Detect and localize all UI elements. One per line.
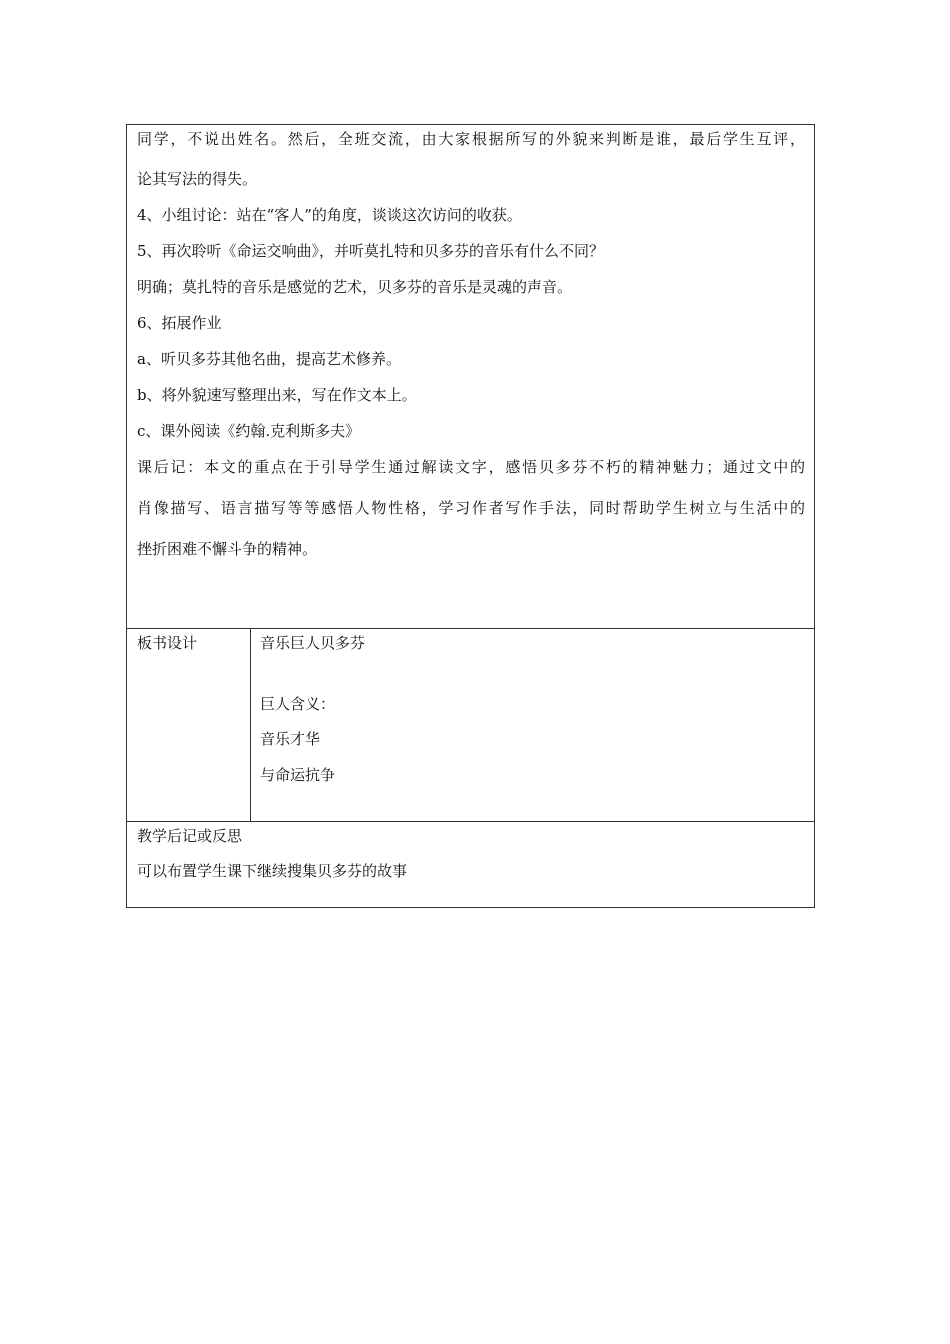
lesson-table — [126, 124, 815, 908]
lesson-content-cell — [127, 125, 814, 629]
content-line: 4、小组讨论：站在“客人”的角度，谈谈这次访问的收获。 — [137, 206, 522, 224]
content-line: 同学，不说出姓名。然后，全班交流，由大家根据所写的外貌来判断是谁，最后学生互评， — [137, 130, 805, 148]
board-design-label-cell — [127, 629, 251, 821]
content-line: c、课外阅读《约翰.克利斯多夫》 — [137, 422, 361, 440]
content-line: 肖像描写、语言描写等等感悟人物性格，学习作者写作手法，同时帮助学生树立与生活中的 — [137, 499, 805, 517]
content-line: b、将外貌速写整理出来，写在作文本上。 — [137, 386, 417, 404]
content-line: 6、拓展作业 — [137, 314, 222, 332]
board-design-content-cell — [251, 629, 814, 821]
content-line: 5、再次聆听《命运交响曲》，并听莫扎特和贝多芬的音乐有什么不同？ — [137, 242, 605, 260]
board-line: 音乐巨人贝多芬 — [260, 634, 366, 652]
board-design-row — [127, 629, 814, 822]
board-design-label: 板书设计 — [137, 634, 198, 652]
content-line: a、听贝多芬其他名曲，提高艺术修养。 — [137, 350, 401, 368]
reflection-text: 可以布置学生课下继续搜集贝多芬的故事 — [137, 862, 408, 880]
content-line: 论其写法的得失。 — [137, 170, 258, 188]
reflection-label: 教学后记或反思 — [137, 827, 243, 845]
content-line: 挫折困难不懈斗争的精神。 — [137, 540, 318, 558]
board-line: 音乐才华 — [260, 730, 321, 748]
board-line: 与命运抗争 — [260, 766, 336, 784]
reflection-row — [127, 822, 814, 907]
content-line: 课后记：本文的重点在于引导学生通过解读文字，感悟贝多芬不朽的精神魅力；通过文中的 — [137, 458, 805, 476]
content-line: 明确；莫扎特的音乐是感觉的艺术，贝多芬的音乐是灵魂的声音。 — [137, 278, 573, 296]
board-line: 巨人含义： — [260, 695, 336, 713]
